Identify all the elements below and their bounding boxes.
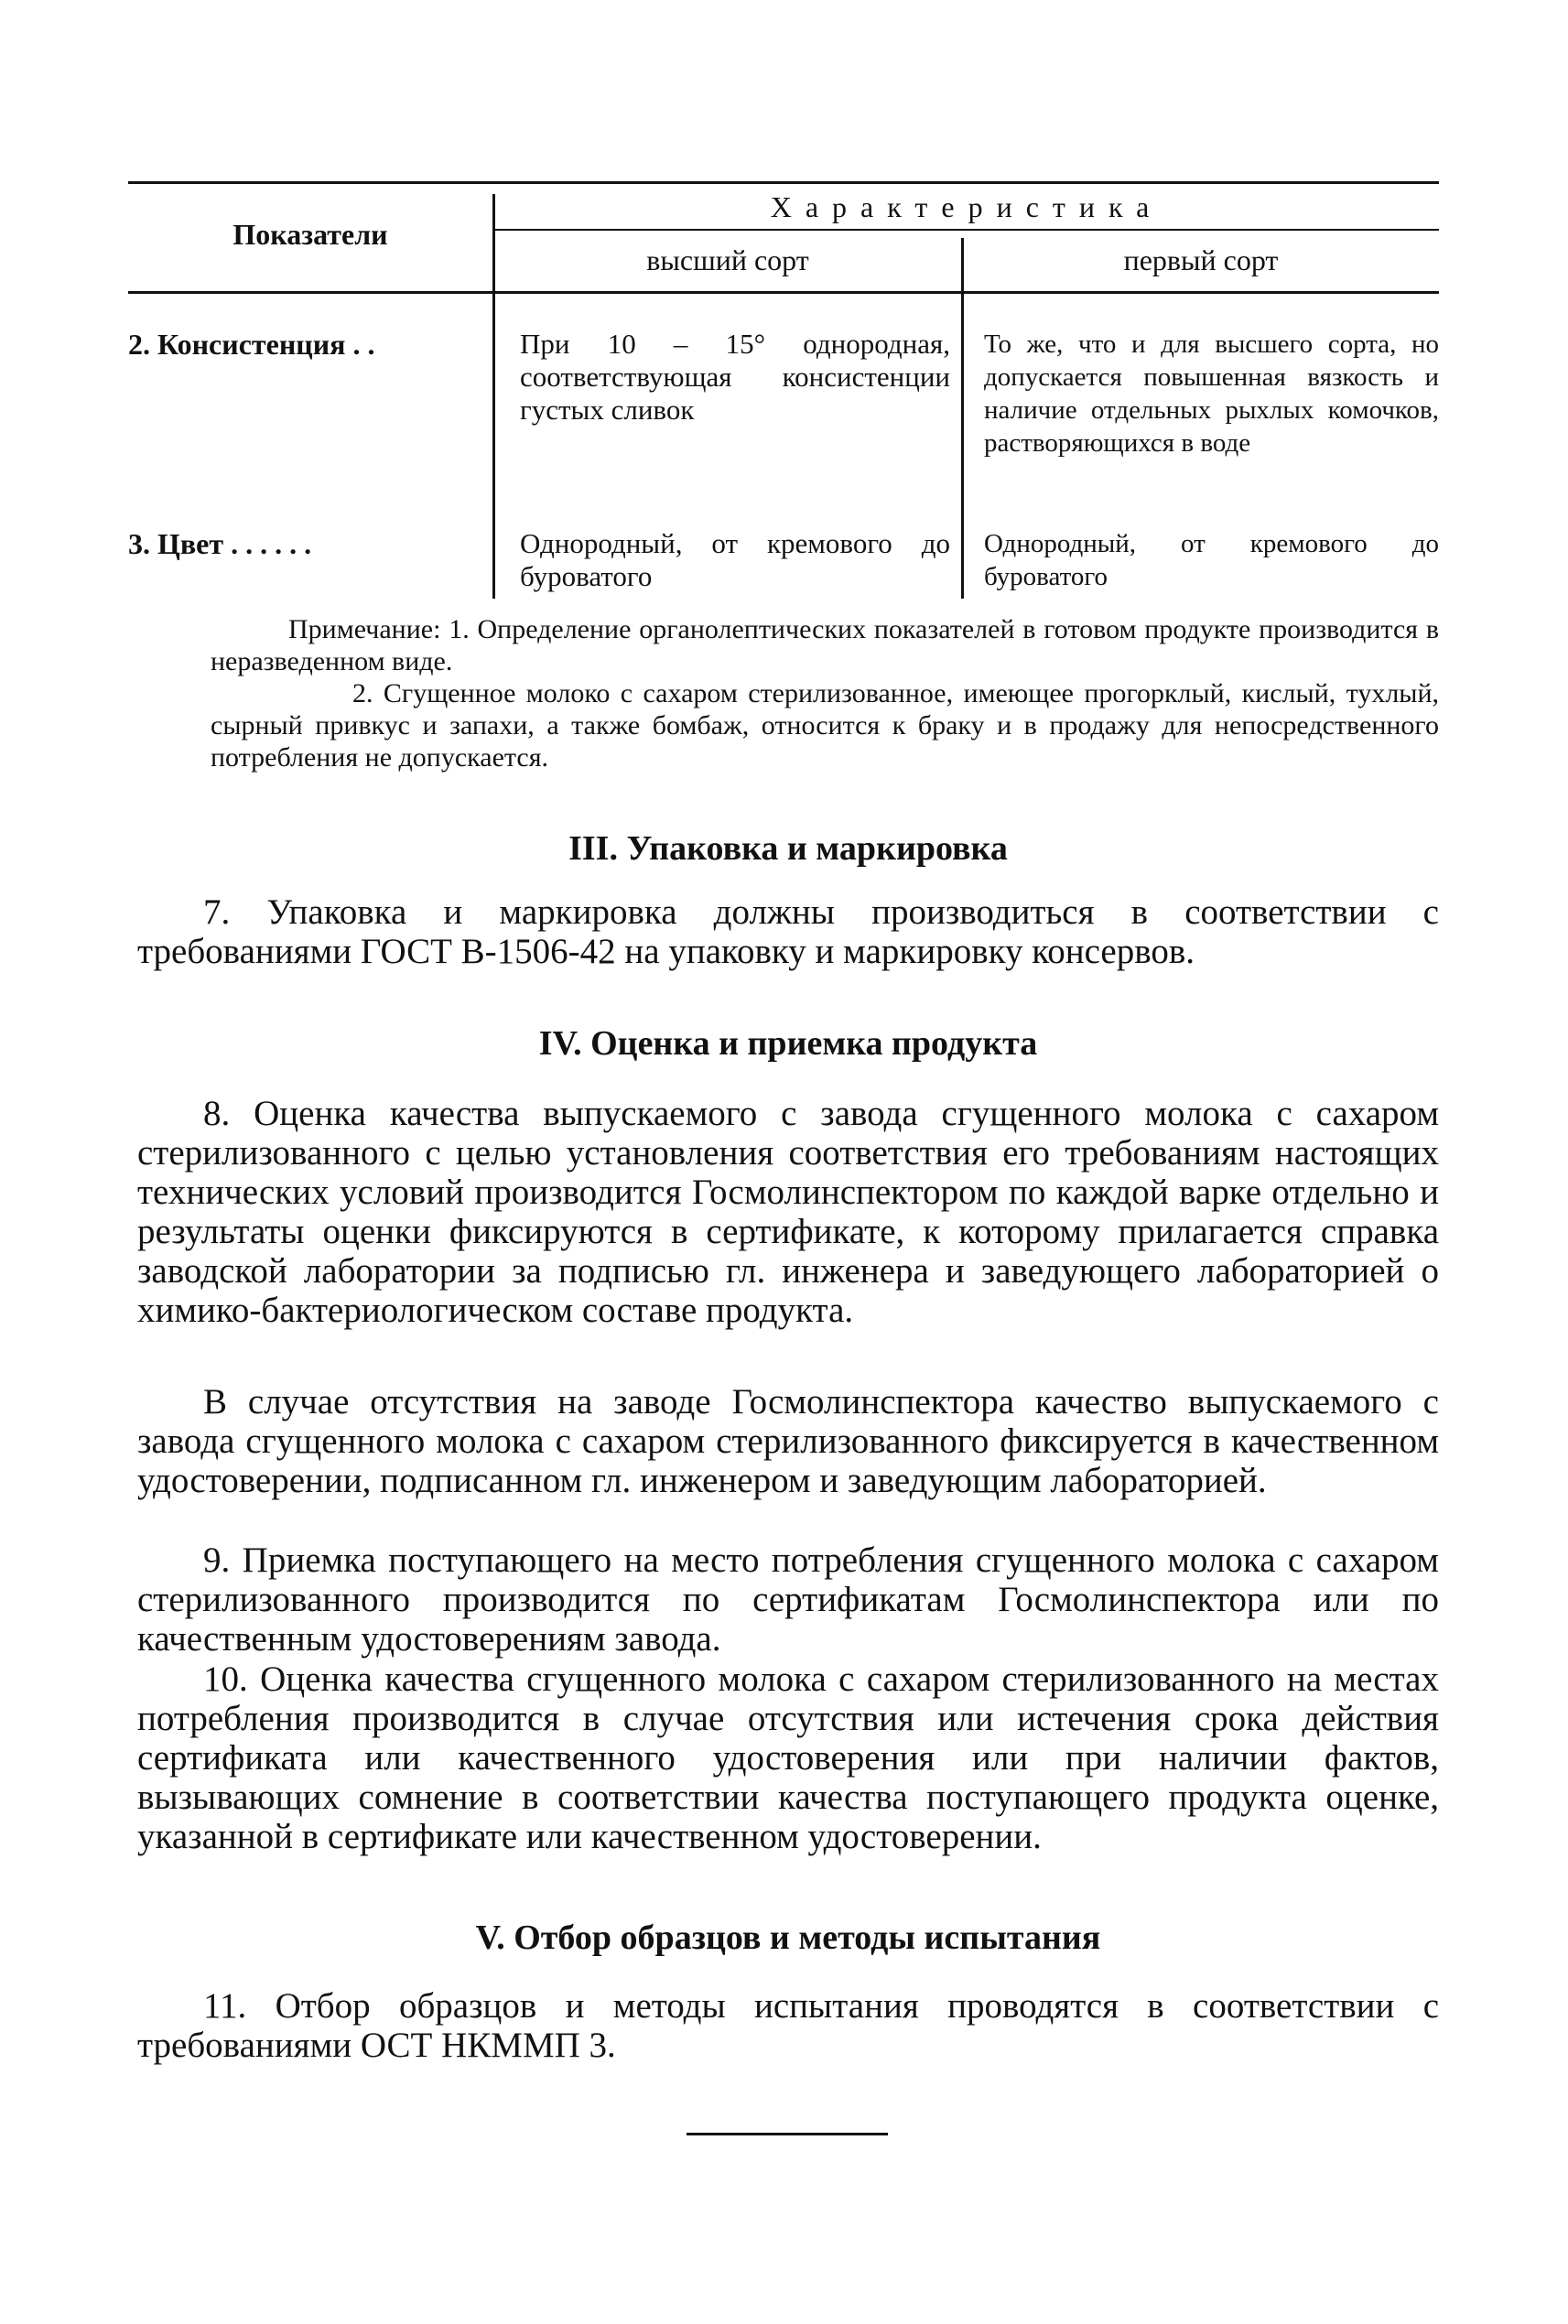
note-item-2: 2. Сгущенное молоко с сахаром стерилизованное, имеющее прогорклый, кислый, тухлый, сырный привкус и запахи, а также бомбаж, относится к браку и в продажу для непосредственного потребления не допускается. (211, 678, 1439, 773)
section-heading-sampling: V. Отбор образцов и методы испытания (475, 1919, 1101, 1957)
paragraph-7: 7. Упаковка и маркировка должны производиться в соответствии с требованиями ГОСТ В-1506-42 на упаковку и маркировку консервов. (137, 892, 1439, 971)
paragraph-11: 11. Отбор образцов и методы испытания проводятся в соответствии с требованиями ОСТ НКММП 3. (137, 1986, 1439, 2065)
row-name-consistency: 2. Консистенция . . (128, 328, 375, 361)
row-name-color: 3. Цвет . . . . . . (128, 527, 312, 560)
row-high-color: Однородный, от кремового до буроватого (520, 527, 950, 592)
table-column-divider (961, 238, 964, 599)
section-heading-evaluation: IV. Оценка и приемка продукта (538, 1024, 1038, 1063)
row-high-consistency: При 10 – 15° однородная, соответствующая консистенции густых сливок (520, 328, 950, 426)
row-first-consistency: То же, что и для высшего сорта, но допускается повышенная вязкость и наличие отдельных рыхлых комочков, растворяющихся в воде (984, 330, 1439, 458)
table-note (211, 613, 1439, 773)
section-heading-packaging: III. Упаковка и маркировка (568, 829, 1008, 868)
table-top-rule (128, 181, 1439, 184)
note-label: Примечание: (288, 614, 441, 644)
paragraph-8-continued: В случае отсутствия на заводе Госмолинспектора качество выпускаемого с завода сгущенного молока с сахаром стерилизованного фиксируется в качественном удостоверении, подписанном гл. инженером и заведующим лабораторией. (137, 1382, 1439, 1500)
header-first-grade: первый сорт (1123, 243, 1279, 276)
row-first-color: Однородный, от кремового до буроватого (984, 529, 1439, 591)
end-rule (687, 2133, 888, 2135)
paragraph-10: 10. Оценка качества сгущенного молока с сахаром стерилизованного на местах потребления производится в случае отсутствия или истечения срока действия сертификата или качественного удостоверения или при наличии фактов, вызывающих сомнение в соответствии качества поступающего продукта оценке, указанной в сертификате или качественном удостоверении. (137, 1659, 1439, 1856)
header-high-grade: высший сорт (646, 243, 809, 276)
paragraph-9: 9. Приемка поступающего на место потребления сгущенного молока с сахаром стерилизованного производится по сертификатам Госмолинспектора или по качественным удостоверениям завода. (137, 1540, 1439, 1659)
header-characteristic: Характеристика (770, 190, 1163, 223)
note-item-1: 1. Определение органолептических показателей в готовом продукте производится в неразведенном виде. (211, 614, 1440, 676)
table-header-rule (128, 291, 1439, 294)
paragraph-8: 8. Оценка качества выпускаемого с завода сгущенного молока с сахаром стерилизованного с целью установления соответствия его требованиям настоящих технических условий производится Госмолинспектором по каждой варке отдельно и результаты оценки фиксируются в сертификате, к которому прилагается справка заводской лаборатории за подписью гл. инженера и заведующего лабораторией о химико-бактериологическом составе продукта. (137, 1094, 1439, 1330)
table-subheader-rule (494, 229, 1439, 231)
header-pokazateli: Показатели (232, 218, 388, 251)
